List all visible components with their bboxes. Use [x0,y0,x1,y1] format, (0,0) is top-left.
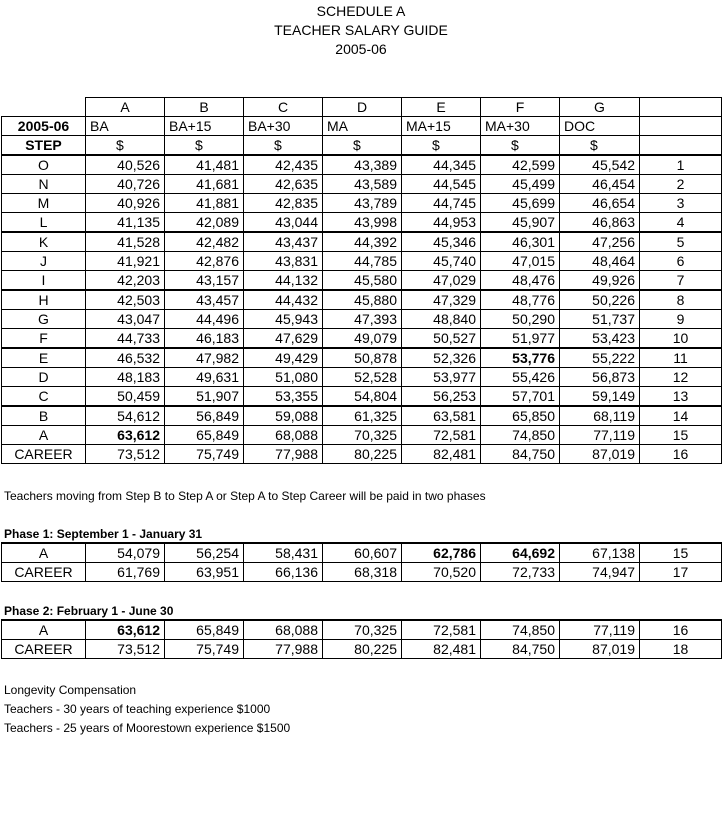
salary-cell: 52,326 [402,348,481,368]
step-cell: O [2,155,86,175]
salary-cell: 50,527 [402,329,481,349]
salary-cell: 68,318 [323,563,402,582]
step-cell: CAREER [2,563,86,582]
degree-header: MA+30 [481,117,560,136]
salary-cell: 42,435 [244,155,323,175]
salary-cell: 80,225 [323,640,402,659]
salary-cell: 56,849 [165,406,244,426]
salary-cell: 48,476 [481,271,560,291]
salary-cell: 45,699 [481,194,560,213]
empty-cell [640,136,722,156]
column-letter: F [481,98,560,117]
title-line-2: TEACHER SALARY GUIDE [274,22,448,38]
salary-cell: 50,226 [560,290,640,310]
title-line-3: 2005-06 [335,41,387,57]
salary-cell: 43,389 [323,155,402,175]
step-cell: CAREER [2,445,86,464]
salary-cell: 73,512 [86,640,165,659]
salary-cell: 54,612 [86,406,165,426]
salary-cell: 60,607 [323,543,402,563]
salary-cell: 77,988 [244,445,323,464]
step-cell: E [2,348,86,368]
salary-cell: 43,789 [323,194,402,213]
table-row [2,310,722,329]
degree-header: MA [323,117,402,136]
column-letter-row [2,98,722,117]
degree-header: BA+15 [165,117,244,136]
salary-cell: 41,881 [165,194,244,213]
table-row [2,426,722,445]
salary-cell: 42,482 [165,232,244,252]
degree-header: DOC [560,117,640,136]
salary-cell: 53,776 [481,348,560,368]
salary-cell: 55,222 [560,348,640,368]
salary-cell: 84,750 [481,445,560,464]
salary-cell: 44,785 [323,252,402,271]
salary-cell: 41,528 [86,232,165,252]
salary-cell: 44,545 [402,175,481,194]
degree-header: BA+30 [244,117,323,136]
corner-cell [2,98,86,117]
salary-cell: 44,392 [323,232,402,252]
salary-cell: 44,496 [165,310,244,329]
salary-cell: 53,355 [244,387,323,407]
currency-row [2,136,722,156]
salary-cell: 43,437 [244,232,323,252]
step-number-cell: 3 [640,194,722,213]
step-cell: K [2,232,86,252]
salary-cell: 84,750 [481,640,560,659]
salary-cell: 44,733 [86,329,165,349]
salary-cell: 50,878 [323,348,402,368]
salary-cell: 46,454 [560,175,640,194]
empty-cell [640,117,722,136]
salary-cell: 74,947 [560,563,640,582]
step-number-cell: 17 [640,563,722,582]
step-cell: M [2,194,86,213]
salary-cell: 59,149 [560,387,640,407]
salary-cell: 42,089 [165,213,244,233]
salary-cell: 47,256 [560,232,640,252]
salary-cell: 43,831 [244,252,323,271]
salary-cell: 47,629 [244,329,323,349]
salary-cell: 72,581 [402,426,481,445]
salary-cell: 45,943 [244,310,323,329]
title-line-1: SCHEDULE A [316,3,406,19]
salary-cell: 49,079 [323,329,402,349]
step-cell: J [2,252,86,271]
salary-cell: 68,088 [244,620,323,640]
salary-cell: 65,849 [165,620,244,640]
salary-cell: 74,850 [481,426,560,445]
step-cell: A [2,620,86,640]
salary-cell: 70,325 [323,426,402,445]
step-cell: I [2,271,86,291]
step-cell: A [2,426,86,445]
salary-cell: 53,423 [560,329,640,349]
salary-cell: 43,157 [165,271,244,291]
currency-symbol: $ [165,136,244,156]
phases-note: Teachers moving from Step B to Step A or Step A to Step Career will be paid in two phases [4,489,486,503]
salary-cell: 68,088 [244,426,323,445]
longevity-line-2: Teachers - 25 years of Moorestown experience $1500 [4,721,291,735]
salary-cell: 63,951 [165,563,244,582]
salary-cell: 45,542 [560,155,640,175]
table-row [2,406,722,426]
salary-cell: 82,481 [402,640,481,659]
salary-cell: 87,019 [560,640,640,659]
salary-cell: 47,329 [402,290,481,310]
salary-cell: 63,612 [86,620,165,640]
salary-cell: 68,119 [560,406,640,426]
salary-cell: 48,840 [402,310,481,329]
salary-cell: 42,835 [244,194,323,213]
step-number-cell: 16 [640,445,722,464]
salary-cell: 43,998 [323,213,402,233]
salary-cell: 41,481 [165,155,244,175]
table-row [2,543,722,563]
salary-cell: 54,804 [323,387,402,407]
currency-symbol: $ [560,136,640,156]
salary-cell: 66,136 [244,563,323,582]
salary-cell: 87,019 [560,445,640,464]
salary-cell: 45,346 [402,232,481,252]
salary-cell: 41,921 [86,252,165,271]
table-row [2,271,722,291]
salary-cell: 40,726 [86,175,165,194]
salary-cell: 49,429 [244,348,323,368]
salary-cell: 47,393 [323,310,402,329]
step-number-cell: 16 [640,620,722,640]
step-cell: L [2,213,86,233]
salary-cell: 54,079 [86,543,165,563]
salary-cell: 58,431 [244,543,323,563]
salary-cell: 44,345 [402,155,481,175]
salary-cell: 63,581 [402,406,481,426]
currency-symbol: $ [402,136,481,156]
degree-header: BA [86,117,165,136]
salary-cell: 48,464 [560,252,640,271]
salary-cell: 43,044 [244,213,323,233]
table-row [2,175,722,194]
salary-cell: 51,080 [244,368,323,387]
salary-cell: 44,953 [402,213,481,233]
column-letter: C [244,98,323,117]
step-number-cell: 14 [640,406,722,426]
salary-cell: 75,749 [165,445,244,464]
salary-cell: 42,635 [244,175,323,194]
currency-symbol: $ [481,136,560,156]
salary-cell: 41,135 [86,213,165,233]
salary-cell: 51,977 [481,329,560,349]
salary-cell: 50,290 [481,310,560,329]
salary-cell: 47,015 [481,252,560,271]
table-row [2,445,722,464]
salary-cell: 55,426 [481,368,560,387]
salary-cell: 43,589 [323,175,402,194]
column-letter: E [402,98,481,117]
column-letter: A [86,98,165,117]
salary-cell: 53,977 [402,368,481,387]
salary-guide-table [1,97,722,464]
table-row [2,387,722,407]
salary-cell: 61,325 [323,406,402,426]
salary-cell: 46,532 [86,348,165,368]
column-letter: D [323,98,402,117]
column-letter: G [560,98,640,117]
phase-1-table [1,542,722,582]
salary-cell: 70,325 [323,620,402,640]
phase-2-heading: Phase 2: February 1 - June 30 [4,604,174,618]
salary-cell: 74,850 [481,620,560,640]
degree-row [2,117,722,136]
salary-cell: 77,119 [560,426,640,445]
phase-2-table [1,619,722,659]
salary-cell: 57,701 [481,387,560,407]
longevity-heading: Longevity Compensation [4,683,137,697]
longevity-line-1: Teachers - 30 years of teaching experience $1000 [4,702,271,716]
salary-cell: 63,612 [86,426,165,445]
salary-cell: 56,873 [560,368,640,387]
salary-cell: 40,926 [86,194,165,213]
step-number-cell: 4 [640,213,722,233]
salary-cell: 48,776 [481,290,560,310]
step-cell: N [2,175,86,194]
salary-cell: 46,301 [481,232,560,252]
salary-cell: 75,749 [165,640,244,659]
salary-cell: 42,203 [86,271,165,291]
salary-cell: 45,499 [481,175,560,194]
degree-header: MA+15 [402,117,481,136]
step-number-cell: 2 [640,175,722,194]
salary-cell: 49,926 [560,271,640,291]
step-cell: C [2,387,86,407]
step-cell: H [2,290,86,310]
table-row [2,368,722,387]
table-row [2,155,722,175]
salary-cell: 42,503 [86,290,165,310]
salary-cell: 72,581 [402,620,481,640]
salary-cell: 45,740 [402,252,481,271]
salary-cell: 64,692 [481,543,560,563]
step-number-cell: 18 [640,640,722,659]
salary-cell: 70,520 [402,563,481,582]
salary-cell: 44,745 [402,194,481,213]
table-row [2,252,722,271]
step-number-cell: 7 [640,271,722,291]
salary-cell: 42,599 [481,155,560,175]
salary-cell: 82,481 [402,445,481,464]
step-number-cell: 8 [640,290,722,310]
step-cell: G [2,310,86,329]
currency-symbol: $ [86,136,165,156]
phase-1-heading: Phase 1: September 1 - January 31 [4,527,203,541]
salary-cell: 77,988 [244,640,323,659]
step-number-cell: 12 [640,368,722,387]
table-row [2,194,722,213]
salary-cell: 51,907 [165,387,244,407]
salary-cell: 50,459 [86,387,165,407]
step-cell: F [2,329,86,349]
salary-cell: 45,880 [323,290,402,310]
step-label: STEP [2,136,86,156]
step-number-header [640,98,722,117]
salary-cell: 42,876 [165,252,244,271]
table-row [2,232,722,252]
salary-cell: 59,088 [244,406,323,426]
salary-cell: 56,254 [165,543,244,563]
table-row [2,348,722,368]
step-number-cell: 15 [640,543,722,563]
step-number-cell: 9 [640,310,722,329]
salary-cell: 46,183 [165,329,244,349]
salary-cell: 45,580 [323,271,402,291]
step-number-cell: 11 [640,348,722,368]
salary-cell: 46,654 [560,194,640,213]
salary-cell: 67,138 [560,543,640,563]
salary-cell: 47,029 [402,271,481,291]
salary-cell: 62,786 [402,543,481,563]
step-cell: A [2,543,86,563]
salary-cell: 73,512 [86,445,165,464]
salary-cell: 40,526 [86,155,165,175]
step-cell: CAREER [2,640,86,659]
step-cell: D [2,368,86,387]
salary-cell: 56,253 [402,387,481,407]
column-letter: B [165,98,244,117]
table-row [2,213,722,233]
salary-cell: 44,432 [244,290,323,310]
year-label: 2005-06 [2,117,86,136]
step-number-cell: 10 [640,329,722,349]
salary-cell: 46,863 [560,213,640,233]
salary-cell: 80,225 [323,445,402,464]
table-row [2,329,722,349]
salary-cell: 72,733 [481,563,560,582]
step-number-cell: 15 [640,426,722,445]
salary-cell: 45,907 [481,213,560,233]
table-row [2,563,722,582]
salary-cell: 65,850 [481,406,560,426]
salary-cell: 43,047 [86,310,165,329]
step-number-cell: 6 [640,252,722,271]
step-number-cell: 5 [640,232,722,252]
salary-cell: 49,631 [165,368,244,387]
salary-cell: 51,737 [560,310,640,329]
table-row [2,620,722,640]
salary-cell: 41,681 [165,175,244,194]
salary-cell: 48,183 [86,368,165,387]
currency-symbol: $ [244,136,323,156]
currency-symbol: $ [323,136,402,156]
salary-cell: 47,982 [165,348,244,368]
step-number-cell: 1 [640,155,722,175]
salary-cell: 77,119 [560,620,640,640]
step-cell: B [2,406,86,426]
step-number-cell: 13 [640,387,722,407]
table-row [2,290,722,310]
salary-cell: 52,528 [323,368,402,387]
salary-cell: 44,132 [244,271,323,291]
salary-cell: 61,769 [86,563,165,582]
salary-cell: 43,457 [165,290,244,310]
salary-cell: 65,849 [165,426,244,445]
table-row [2,640,722,659]
